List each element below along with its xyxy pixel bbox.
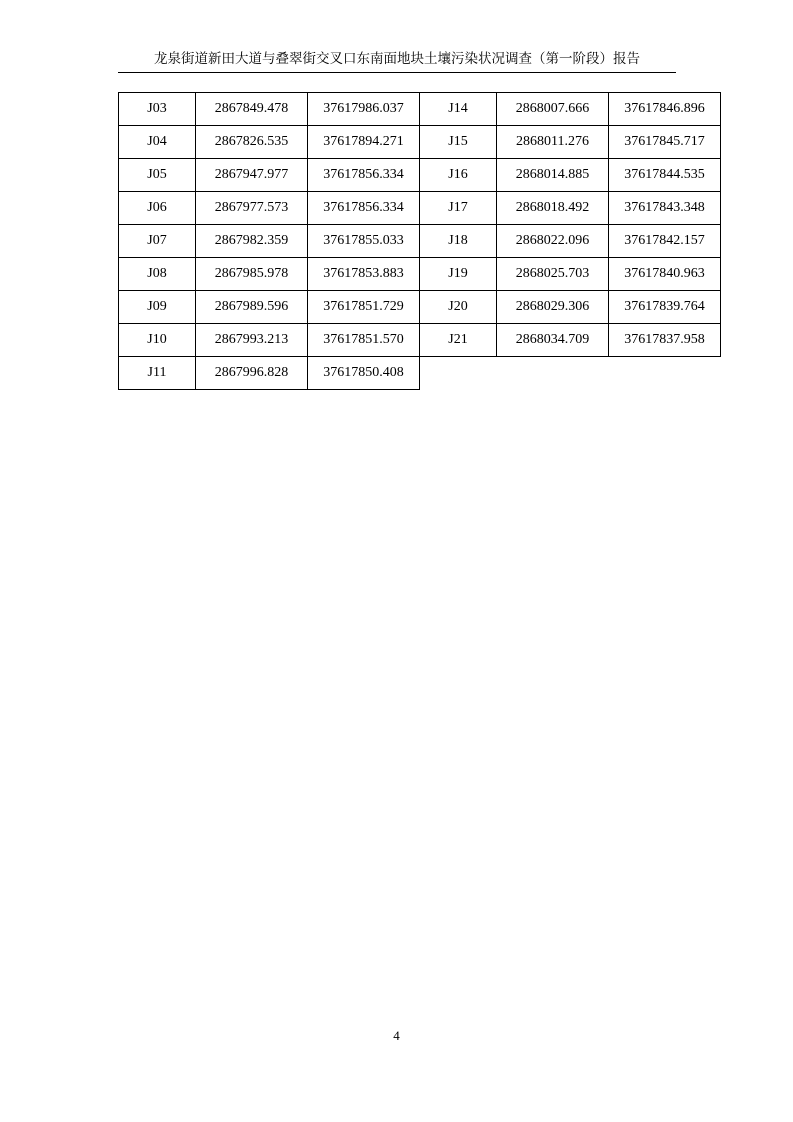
point-x: 2867996.828 xyxy=(196,357,308,390)
coordinates-table-wrapper xyxy=(118,92,705,390)
point-y: 37617846.896 xyxy=(609,93,721,126)
point-x: 2867993.213 xyxy=(196,324,308,357)
point-id: J05 xyxy=(119,159,196,192)
point-x: 2867985.978 xyxy=(196,258,308,291)
point-y: 37617986.037 xyxy=(308,93,420,126)
table-row xyxy=(119,225,721,258)
point-x: 2867849.478 xyxy=(196,93,308,126)
point-id: J11 xyxy=(119,357,196,390)
point-x: 2868011.276 xyxy=(497,126,609,159)
table-row xyxy=(119,93,721,126)
point-x: 2868007.666 xyxy=(497,93,609,126)
header-divider xyxy=(118,72,676,73)
point-y: 37617845.717 xyxy=(609,126,721,159)
point-y: 37617839.764 xyxy=(609,291,721,324)
point-id: J19 xyxy=(420,258,497,291)
point-y: 37617844.535 xyxy=(609,159,721,192)
point-y: 37617837.958 xyxy=(609,324,721,357)
point-y: 37617855.033 xyxy=(308,225,420,258)
page-number: 4 xyxy=(393,1028,400,1043)
point-y: 37617850.408 xyxy=(308,357,420,390)
point-x: 2868014.885 xyxy=(497,159,609,192)
point-id: J04 xyxy=(119,126,196,159)
point-y: 37617894.271 xyxy=(308,126,420,159)
point-x: 2868022.096 xyxy=(497,225,609,258)
point-y: 37617856.334 xyxy=(308,192,420,225)
point-x: 2867977.573 xyxy=(196,192,308,225)
point-y: 37617851.729 xyxy=(308,291,420,324)
point-x: 2867947.977 xyxy=(196,159,308,192)
point-y: 37617840.963 xyxy=(609,258,721,291)
point-id: J20 xyxy=(420,291,497,324)
point-id: J10 xyxy=(119,324,196,357)
point-id: J17 xyxy=(420,192,497,225)
table-row xyxy=(119,324,721,357)
table-row xyxy=(119,126,721,159)
point-y: 37617843.348 xyxy=(609,192,721,225)
point-id: J15 xyxy=(420,126,497,159)
page-header: 龙泉街道新田大道与叠翠街交叉口东南面地块土壤污染状况调查（第一阶段）报告 xyxy=(154,51,640,67)
coordinates-table-body xyxy=(119,93,721,390)
empty-cell xyxy=(609,357,721,390)
point-y: 37617851.570 xyxy=(308,324,420,357)
point-y: 37617842.157 xyxy=(609,225,721,258)
point-id: J03 xyxy=(119,93,196,126)
empty-cell xyxy=(420,357,497,390)
point-id: J09 xyxy=(119,291,196,324)
empty-cell xyxy=(497,357,609,390)
table-row xyxy=(119,357,721,390)
point-id: J08 xyxy=(119,258,196,291)
coordinates-table xyxy=(118,92,721,390)
table-row xyxy=(119,258,721,291)
point-id: J21 xyxy=(420,324,497,357)
point-id: J07 xyxy=(119,225,196,258)
point-x: 2868034.709 xyxy=(497,324,609,357)
point-x: 2867989.596 xyxy=(196,291,308,324)
point-x: 2867826.535 xyxy=(196,126,308,159)
point-y: 37617856.334 xyxy=(308,159,420,192)
point-x: 2868025.703 xyxy=(497,258,609,291)
table-row xyxy=(119,192,721,225)
table-row xyxy=(119,291,721,324)
point-id: J14 xyxy=(420,93,497,126)
point-id: J06 xyxy=(119,192,196,225)
point-y: 37617853.883 xyxy=(308,258,420,291)
point-x: 2867982.359 xyxy=(196,225,308,258)
point-id: J16 xyxy=(420,159,497,192)
point-x: 2868018.492 xyxy=(497,192,609,225)
table-row xyxy=(119,159,721,192)
point-id: J18 xyxy=(420,225,497,258)
point-x: 2868029.306 xyxy=(497,291,609,324)
